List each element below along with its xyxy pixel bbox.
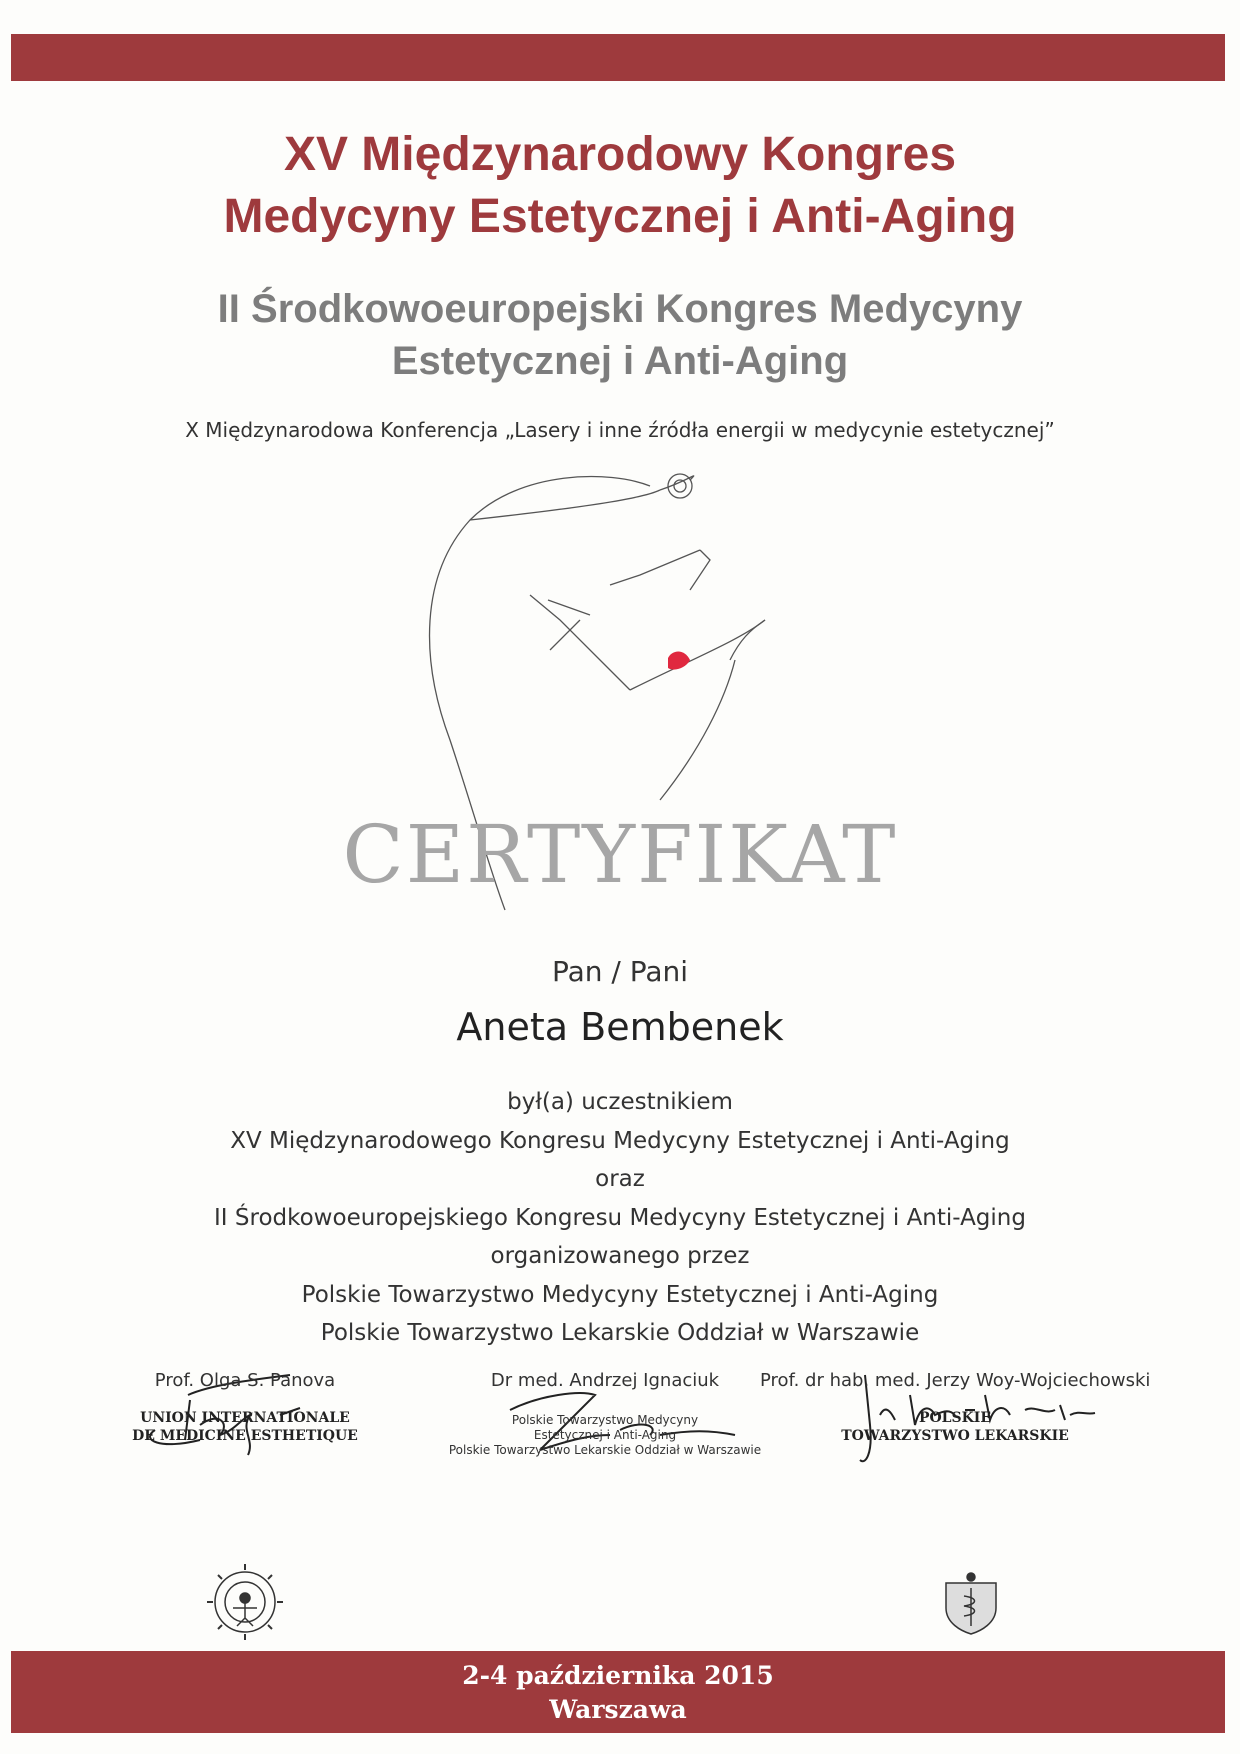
body-line: II Środkowoeuropejskiego Kongresu Medycyny Estetycznej i Anti-Aging <box>214 1204 1026 1231</box>
event-dates: 2-4 października 2015 <box>462 1661 774 1690</box>
body-line: Polskie Towarzystwo Lekarskie Oddział w Warszawie <box>320 1320 920 1346</box>
organization <box>440 1413 770 1458</box>
honorific: Pan / Pani <box>551 955 689 988</box>
organization <box>110 1409 380 1445</box>
signatory-1 <box>110 1370 380 1445</box>
bottom-band <box>11 1651 1225 1733</box>
uime-emblem-icon <box>205 1562 285 1642</box>
org-line: TOWARZYSTWO LEKARSKIE <box>841 1428 1069 1444</box>
signatory-name: Dr med. Andrzej Ignaciuk <box>490 1370 720 1391</box>
org-line: POLSKIE <box>918 1410 992 1426</box>
certificate-heading: CERTYFIKAT <box>342 808 898 901</box>
signatory-name: Prof. dr hab. med. Jerzy Woy-Wojciechowski <box>760 1370 1151 1391</box>
body-line: XV Międzynarodowego Kongresu Medycyny Estetycznej i Anti-Aging <box>230 1127 1010 1154</box>
signatory-3 <box>760 1370 1150 1445</box>
conference-line: X Międzynarodowa Konferencja „Lasery i inne źródła energii w medycynie estetycznej” <box>185 418 1055 442</box>
body-line: organizowanego przez <box>490 1243 750 1269</box>
org-line: Polskie Towarzystwo Medycyny <box>511 1413 699 1427</box>
recipient-name: Aneta Bembenek <box>456 1005 784 1049</box>
body-line: oraz <box>595 1166 645 1192</box>
organization <box>760 1409 1150 1445</box>
title-line-2: Medycyny Estetycznej i Anti-Aging <box>223 190 1017 243</box>
lips-mark <box>668 652 690 670</box>
certificate-body <box>0 1083 1240 1353</box>
org-line: Polskie Towarzystwo Lekarskie Oddział w Warszawie <box>448 1443 762 1457</box>
subtitle-line-1: II Środkowoeuropejski Kongres Medycyny <box>217 287 1023 331</box>
signatory-2 <box>440 1370 770 1458</box>
title-line-1: XV Międzynarodowy Kongres <box>283 128 957 181</box>
org-line: Estetycznej i Anti-Aging <box>533 1428 677 1442</box>
org-line: UNION INTERNATIONALE <box>140 1410 350 1426</box>
event-city: Warszawa <box>549 1695 687 1724</box>
body-line: Polskie Towarzystwo Medycyny Estetycznej i Anti-Aging <box>301 1281 939 1308</box>
ptl-emblem-icon <box>936 1568 1006 1638</box>
subtitle-line-2: Estetycznej i Anti-Aging <box>391 339 849 383</box>
body-line: był(a) uczestnikiem <box>507 1089 733 1115</box>
signatory-name: Prof. Olga S. Panova <box>154 1370 336 1391</box>
org-line: DE MEDICINE ESTHETIQUE <box>132 1428 358 1444</box>
